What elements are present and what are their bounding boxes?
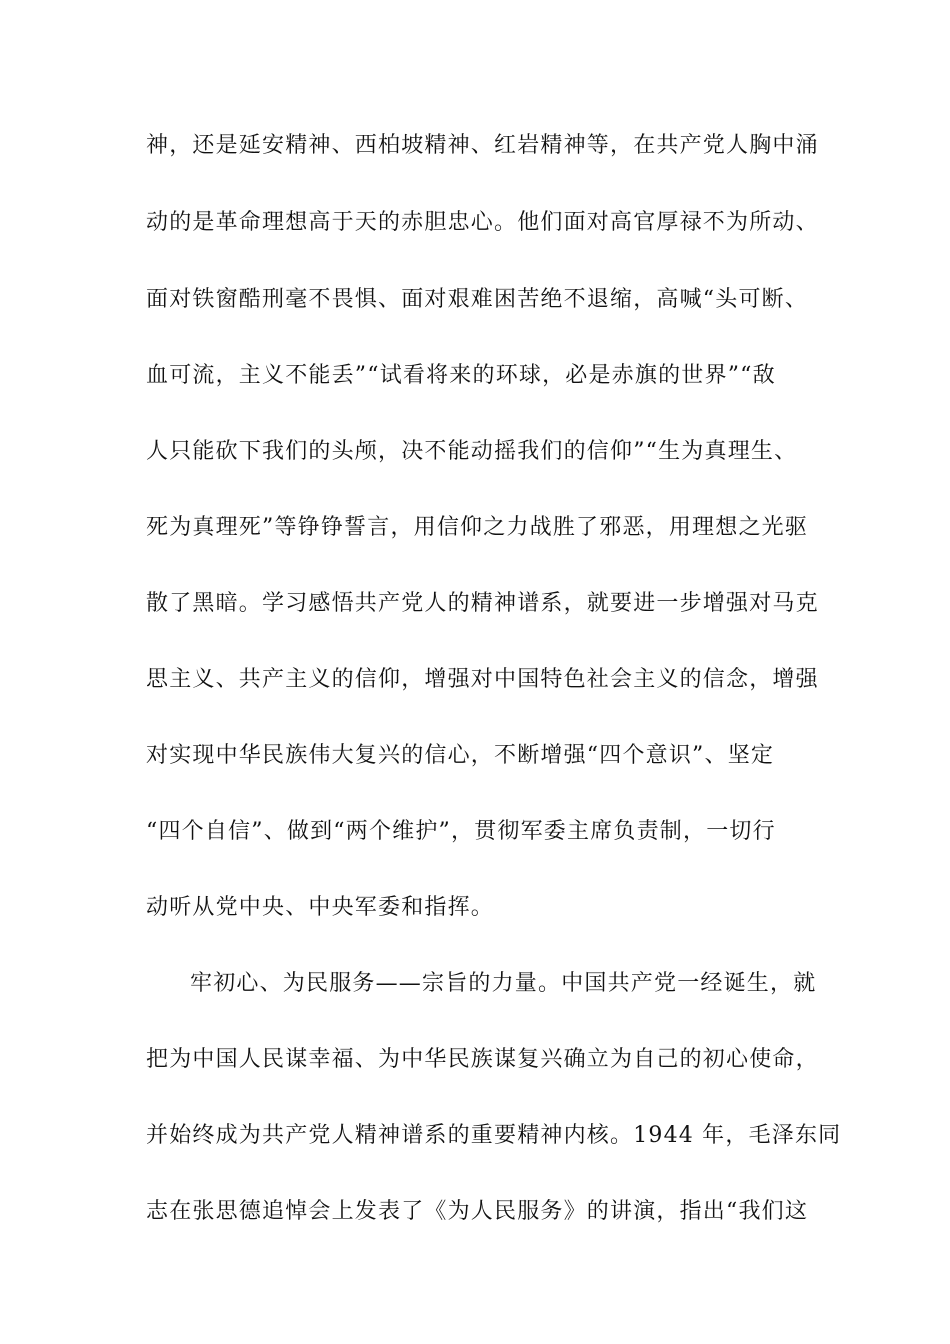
paragraph-line: 对实现中华民族伟大复兴的信心，不断增强“四个意识”、坚定: [146, 743, 775, 768]
paragraph-line: 面对铁窗酷刑毫不畏惧、面对艰难困苦绝不退缩，高喊“头可断、: [146, 287, 809, 312]
paragraph-first-line: 牢初心、为民服务——宗旨的力量。中国共产党一经诞生，就: [190, 971, 817, 996]
paragraph-line: 把为中国人民谋幸福、为中华民族谋复兴确立为自己的初心使命，: [146, 1047, 819, 1072]
paragraph-line: “四个自信”、做到“两个维护”，贯彻军委主席负责制，一切行: [146, 819, 776, 844]
paragraph-line: 神，还是延安精神、西柏坡精神、红岩精神等，在共产党人胸中涌: [146, 133, 819, 158]
paragraph-line: 死为真理死”等铮铮誓言，用信仰之力战胜了邪恶，用理想之光驱: [146, 515, 809, 540]
paragraph-line: 血可流，主义不能丢”“试看将来的环球，必是赤旗的世界”“敌: [146, 363, 776, 388]
paragraph-line: 并始终成为共产党人精神谱系的重要精神内核。1944 年，毛泽东同: [146, 1123, 842, 1148]
paragraph-line: 散了黑暗。学习感悟共产党人的精神谱系，就要进一步增强对马克: [146, 591, 819, 616]
paragraph-line: 人只能砍下我们的头颅，决不能动摇我们的信仰”“生为真理生、: [146, 439, 798, 464]
paragraph-line: 思主义、共产主义的信仰，增强对中国特色社会主义的信念，增强: [146, 667, 819, 692]
paragraph-line: 动听从党中央、中央军委和指挥。: [146, 895, 495, 920]
paragraph-line: 动的是革命理想高于天的赤胆忠心。他们面对高官厚禄不为所动、: [146, 210, 819, 235]
paragraph-line: 志在张思德追悼会上发表了《为人民服务》的讲演，指出“我们这: [146, 1199, 809, 1224]
